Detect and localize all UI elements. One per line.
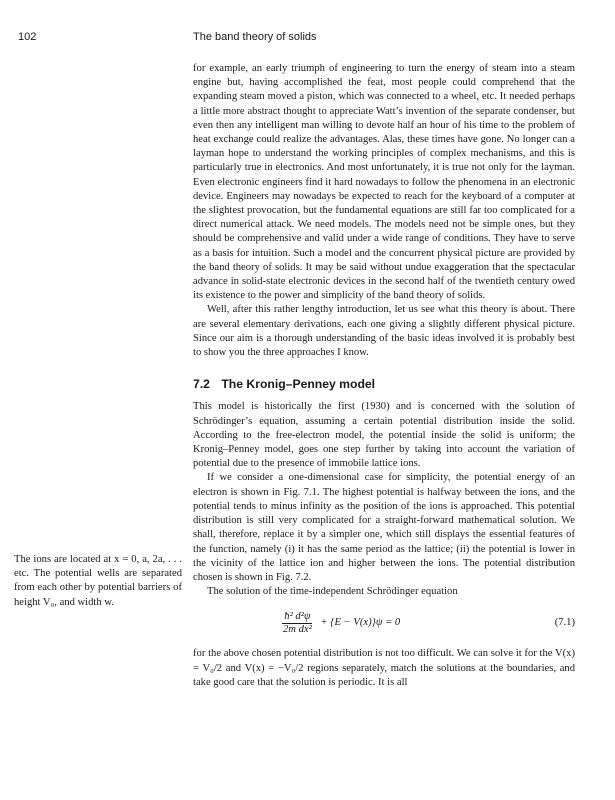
equation-number: (7.1): [554, 617, 575, 629]
equation-body: [281, 609, 400, 637]
body-paragraph: If we consider a one-dimensional case for simplicity, the potential energy of an electron is shown in Fig. 7.1. The highest potential is halfway between the ions, and the potential tends to minus infinity as the position of the ions is approached. This potential distribution is still very complicated for a straight-forward mathematical solution. We shall, therefore, replace it by a simpler one, which still displays the essential features of the function, namely (i) it has the same period as the lattice; (ii) the potential is lower in the vicinity of the lattice ion and higher between the ions. The potential distribution chosen is shown in Fig. 7.2.: [193, 472, 575, 583]
equation-numerator: ħ² d²ψ: [284, 610, 311, 622]
body-paragraph: for example, an early triumph of engineering to turn the energy of steam into a steam engine but, having accomplished the feat, most people could comprehend that the expanding steam moved a piston, which was connected to a wheel, etc. It needed perhaps a little more abstract thought to appreciate Watt’s invention of the separate condenser, but even then any intelligent man willing to devote half an hour of his time to the problem of heat exchange could realize the advantages. Alas, these times have gone. No longer can a layman hope to understand the working principles of complex mechanisms, and this is particularly true in electronics. And most unfortunately, it is true not only for the layman. Even electronic engineers find it hard nowadays to follow the phenomena in an electronic device. Engineers may nowadays be expected to reach for the keyboard of a computer at the slightest provocation, but the fundamental equations are still far too complicated for a direct numerical attack. We need models. The models need not be simple ones, but they should be comprehensive and valid under a wide range of conditions. They have to serve as a basis for intuition. Such a model and the concurrent physical picture are provided by the band theory of solids. It may be said without undue exaggeration that the spectacular advance in solid-state electronic devices in the second half of the twentieth century owed its existence to the power and simplicity of the band theory of solids.: [193, 63, 575, 302]
section-heading: [193, 377, 575, 391]
body-paragraph: Well, after this rather lengthy introduction, let us see what this theory is about. There are several elementary derivations, each one giving a slightly different physical picture. Since our aim is a thorough understanding of the basic ideas involved it is probably best to show you the three approaches I know.: [193, 304, 575, 359]
equation-denominator: 2m dx²: [283, 623, 312, 635]
chapter-title: The band theory of solids: [193, 31, 317, 43]
equation-fraction: [281, 611, 314, 636]
page-number: 102: [18, 31, 37, 43]
margin-note: The ions are located at x = 0, a, 2a, . . . etc. The potential wells are separated from each other by potential barriers of height V₀, and width w.: [14, 554, 182, 608]
equation-rest: + {E − V(x)}ψ = 0: [317, 617, 401, 629]
body-paragraph: for the above chosen potential distribution is not too difficult. We can solve it for the V(x) = V₀/2 and V(x) = −V₀/2 regions separately, match the solutions at the boundaries, and take good care that the solution is periodic. It is all: [193, 648, 575, 688]
section-number: 7.2: [193, 377, 210, 392]
main-text-column: [193, 62, 575, 690]
section-title: The Kronig–Penney model: [221, 377, 376, 392]
equation-7-1: [193, 609, 575, 637]
body-paragraph: This model is historically the first (1930) and is concerned with the solution of Schrödinger’s equation, assuming a certain potential distribution inside the solid. According to the free-electron model, the potential inside the solid is uniform; the Kronig–Penney model, goes one step further by taking into account the variation of potential due to the presence of immobile lattice ions.: [193, 401, 575, 470]
body-paragraph: The solution of the time-independent Schrödinger equation: [207, 586, 458, 598]
